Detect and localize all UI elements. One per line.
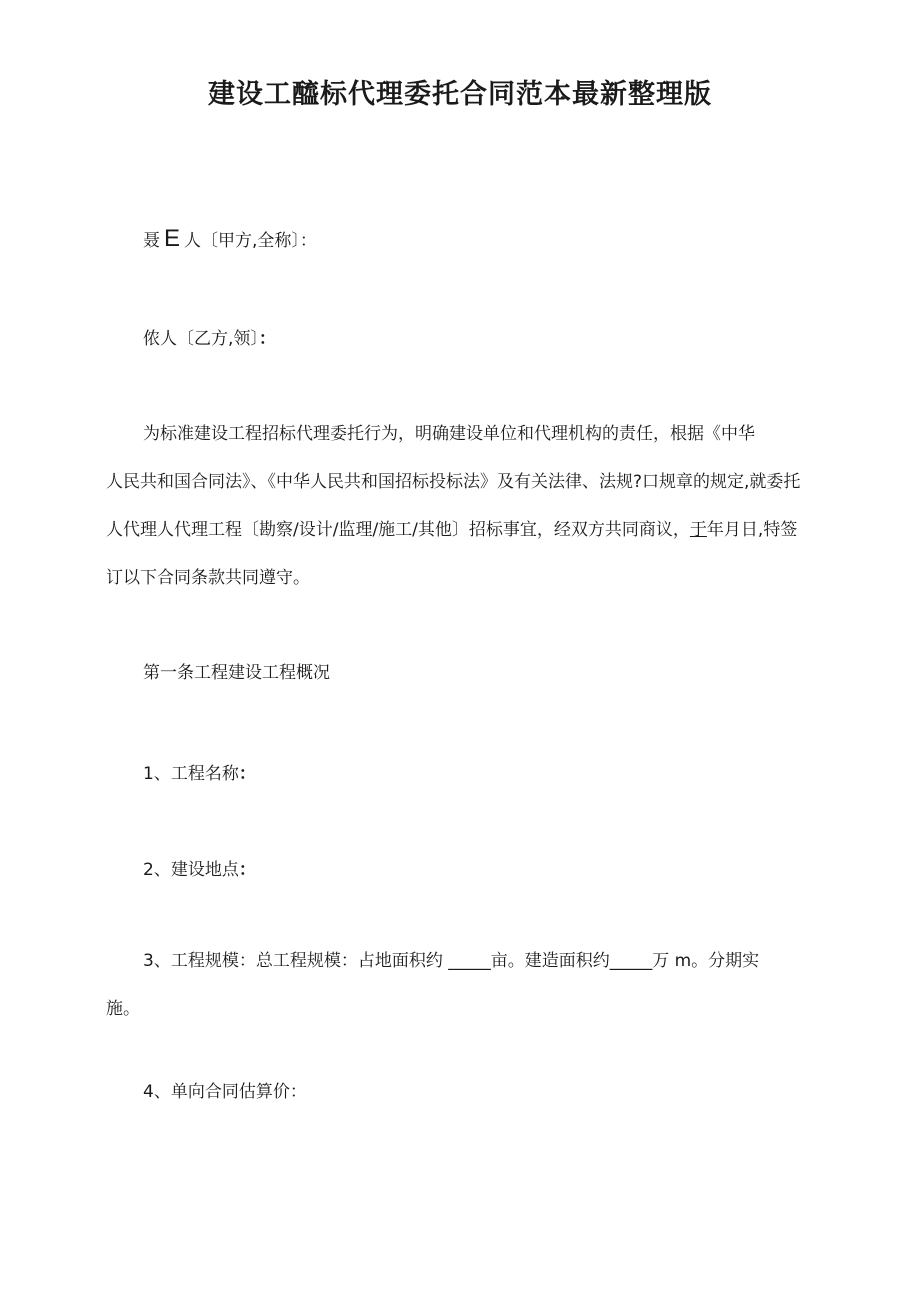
agent-label: 侬人〔乙方,领〕 [143,329,259,349]
item1-colon: ： [238,764,256,784]
intro-paragraph [106,410,814,602]
article1-heading: 第一条工程建设工程概况 [143,663,330,683]
item2-line [143,855,256,880]
intro-body-text: 人民共和国合同法》、《中华人民共和国招标投标法》及有关法律、法规?口规章的规定,就委托人代理人代理工程〔勘察/设计/监理/施工/其他〕招标事宜，经双方共同商议， [106,472,801,540]
item3-paragraph [106,937,814,1033]
item1-label: 1、工程名称 [143,764,239,784]
document-title: 建设工醯标代理委托合同范本最新整理版 [208,79,712,110]
principal-big-letter: E [164,225,181,252]
intro-underlined-char: 于 [689,520,707,540]
intro-body [106,458,814,602]
item3-first-line: 3、工程规模：总工程规模：占地面积约 _____亩。建造面积约_____万 m。分期实 [143,951,760,971]
item4-line: 4、单向合同估算价： [143,1082,307,1102]
agent-colon: ： [258,329,276,349]
intro-body-end: 年月日,特签订以下合同条款共同遵守。 [106,520,798,588]
item3-second-line: 施。 [106,999,140,1019]
principal-suffix: 人〔甲方,全称〕： [184,231,317,251]
principal-line [143,225,317,253]
intro-first-line: 为标准建设工程招标代理委托行为，明确建设单位和代理机构的责任，根据《中华 [143,424,755,444]
item2-colon: ： [238,860,256,880]
agent-line [143,324,276,349]
item1-line [143,759,256,784]
item2-label: 2、建设地点 [143,860,239,880]
principal-prefix: 聂 [143,231,160,251]
